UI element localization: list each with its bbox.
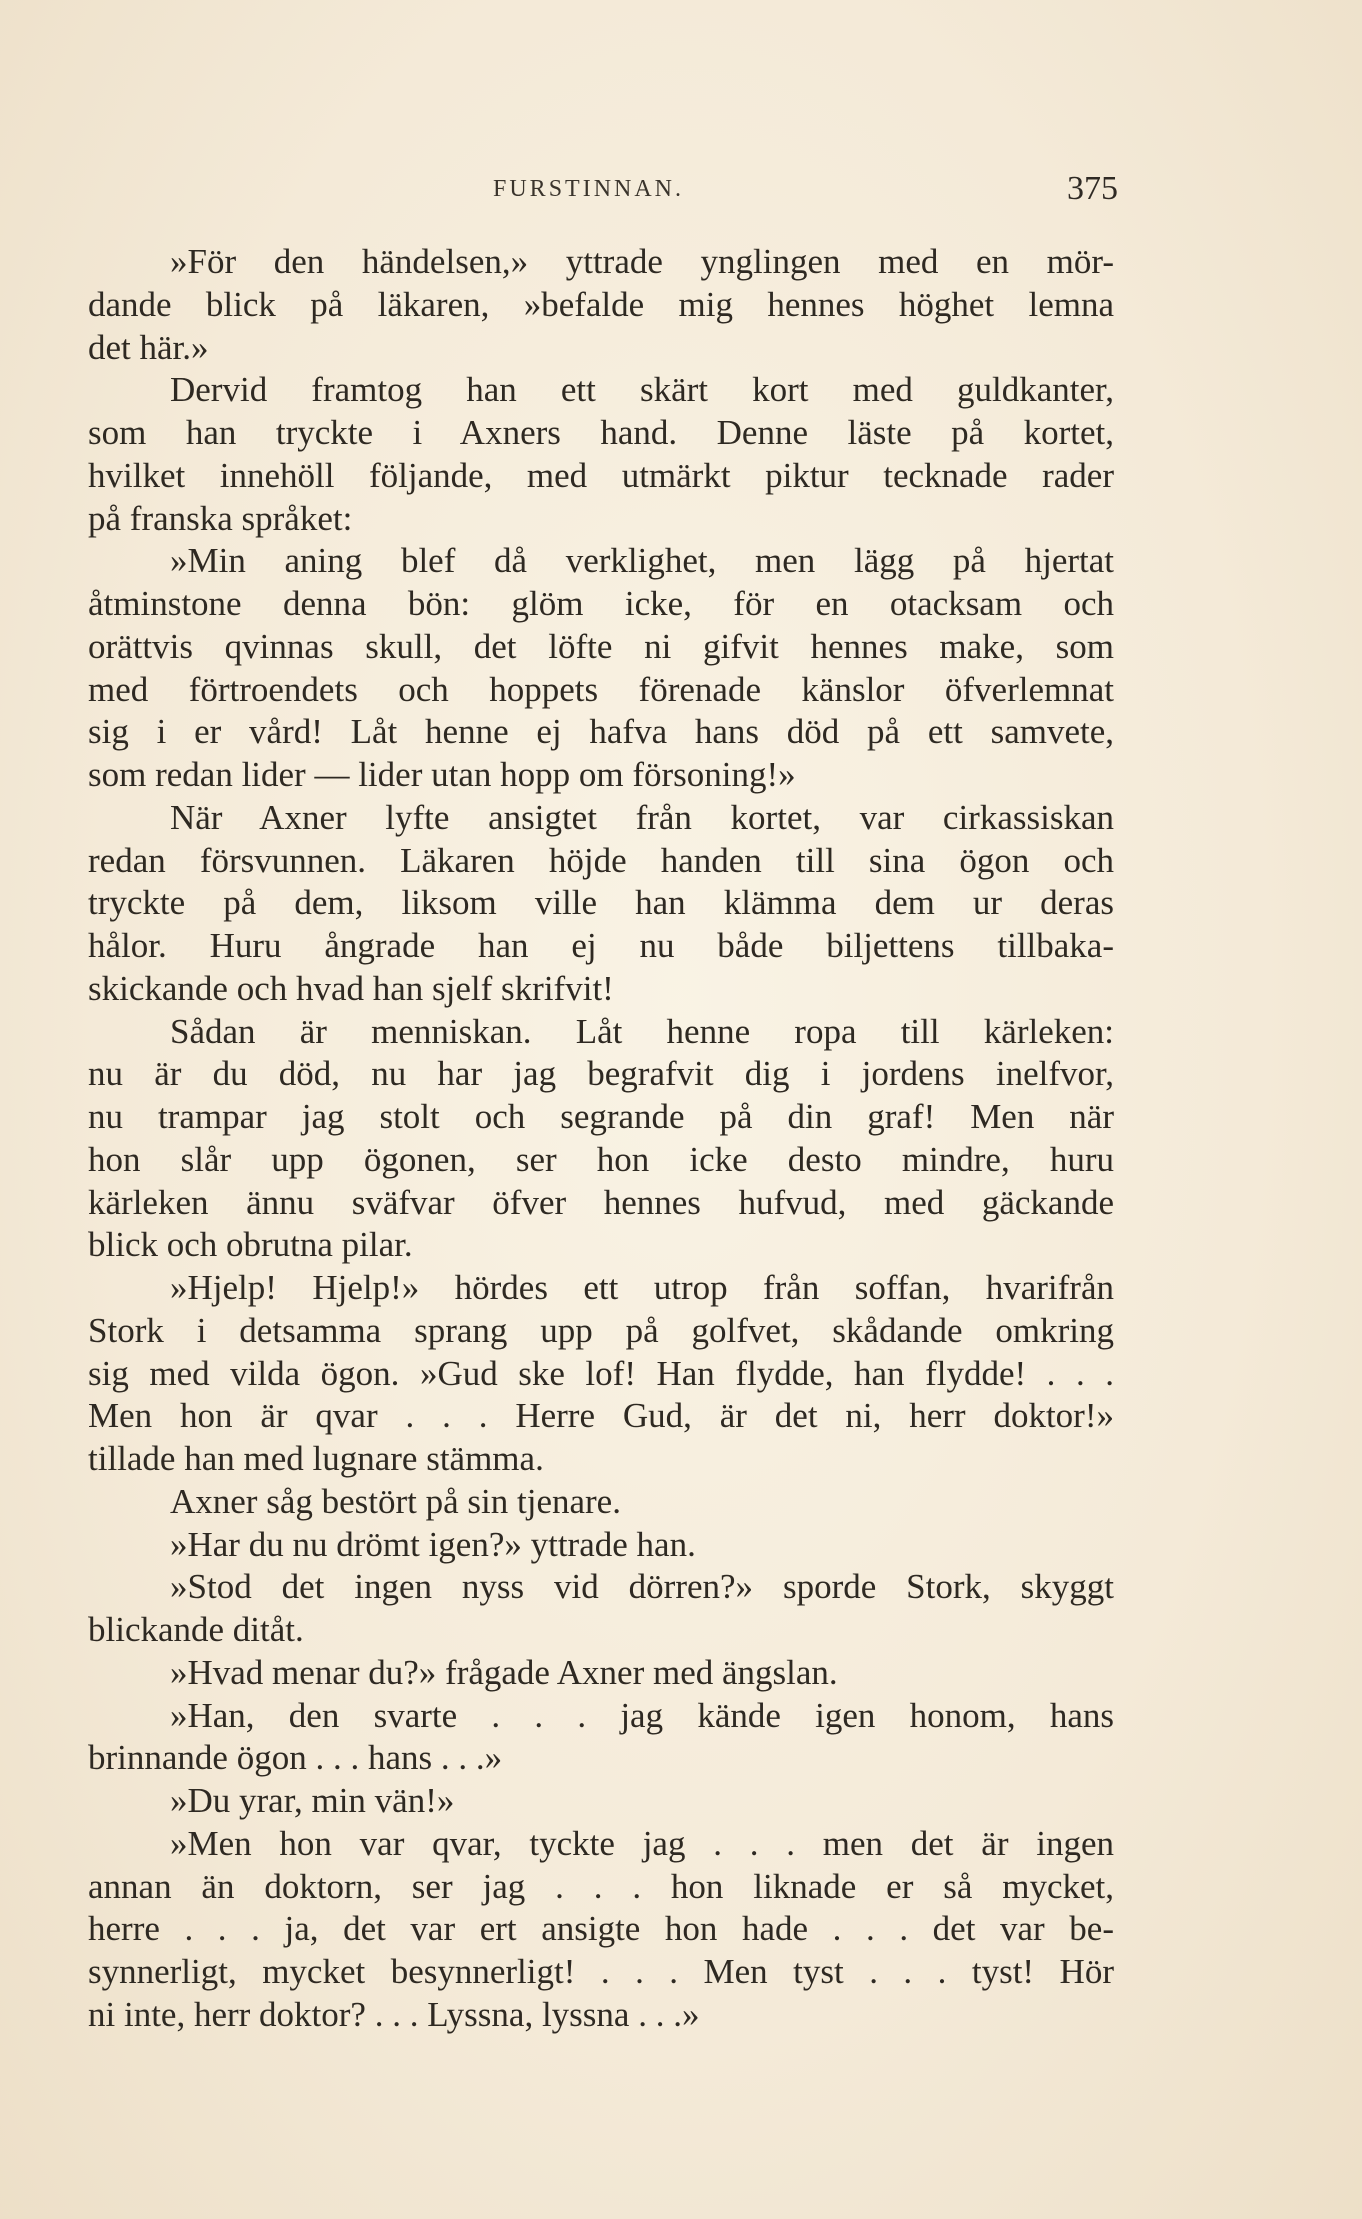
text-line: Axner såg bestört på sin tjenare.: [170, 1481, 621, 1521]
text-line: tryckte på dem, liksom ville han klämma dem ur deras: [88, 883, 1114, 923]
running-title: FURSTINNAN.: [493, 176, 685, 202]
text-line: herre . . . ja, det var ert ansigte hon hade . . . det var be-: [88, 1909, 1114, 1949]
text-line: »För den händelsen,» yttrade ynglingen med en mör-: [170, 242, 1114, 281]
text-line: nu trampar jag stolt och segrande på din graf! Men när: [88, 1097, 1114, 1136]
text-line: på franska språket:: [88, 498, 353, 538]
text-line: kärleken ännu sväfvar öfver hennes hufvud, med gäckande: [88, 1182, 1114, 1222]
text-line: blickande ditåt.: [88, 1610, 304, 1649]
text-line: Men hon är qvar . . . Herre Gud, är det ni, herr doktor!»: [88, 1396, 1114, 1436]
text-line: När Axner lyfte ansigtet från kortet, var cirkassiskan: [170, 797, 1114, 837]
text-line: brinnande ögon . . . hans . . .»: [88, 1738, 503, 1778]
text-line: »Han, den svarte . . . jag kände igen honom, hans: [170, 1695, 1114, 1735]
page-number: 375: [1067, 170, 1118, 207]
text-line: dande blick på läkaren, »befalde mig hennes höghet lemna: [88, 284, 1114, 324]
text-line: orättvis qvinnas skull, det löfte ni gifvit hennes make, som: [88, 626, 1114, 666]
body-text: [88, 241, 1114, 2037]
running-head: [88, 170, 1118, 210]
text-line: nu är du död, nu har jag begrafvit dig i jordens inelfvor,: [88, 1054, 1114, 1094]
text-line: som han tryckte i Axners hand. Denne läste på kortet,: [88, 413, 1114, 452]
text-line: sig i er vård! Låt henne ej hafva hans död på ett samvete,: [88, 712, 1114, 752]
text-line: hon slår upp ögonen, ser hon icke desto mindre, huru: [88, 1139, 1114, 1179]
text-line: annan än doktorn, ser jag . . . hon liknade er så mycket,: [88, 1866, 1114, 1906]
text-line: som redan lider — lider utan hopp om försoning!»: [88, 755, 796, 794]
text-line: »Du yrar, min vän!»: [170, 1781, 455, 1820]
text-line: det här.»: [88, 327, 209, 367]
text-line: »Stod det ingen nyss vid dörren?» sporde Stork, skyggt: [170, 1567, 1114, 1607]
text-line: sig med vilda ögon. »Gud ske lof! Han flydde, han flydde! . . .: [88, 1353, 1114, 1393]
text-line: »Min aning blef då verklighet, men lägg på hjertat: [170, 541, 1114, 581]
text-line: hvilket innehöll följande, med utmärkt piktur tecknade rader: [88, 455, 1114, 495]
text-line: skickande och hvad han sjelf skrifvit!: [88, 968, 614, 1008]
text-line: hålor. Huru ångrade han ej nu både biljettens tillbaka-: [88, 926, 1114, 965]
text-line: »Hvad menar du?» frågade Axner med ängslan.: [170, 1652, 838, 1692]
text-line: synnerligt, mycket besynnerligt! . . . Men tyst . . . tyst! Hör: [88, 1952, 1114, 1991]
text-line: åtminstone denna bön: glöm icke, för en otacksam och: [88, 584, 1114, 623]
text-line: med förtroendets och hoppets förenade känslor öfverlemnat: [88, 669, 1114, 709]
text-line: Sådan är menniskan. Låt henne ropa till kärleken:: [170, 1011, 1114, 1051]
text-line: »Har du nu drömt igen?» yttrade han.: [170, 1524, 696, 1564]
text-line: ni inte, herr doktor? . . . Lyssna, lyssna . . .»: [88, 1994, 700, 2034]
text-line: »Men hon var qvar, tyckte jag . . . men det är ingen: [170, 1823, 1114, 1863]
text-line: Dervid framtog han ett skärt kort med guldkanter,: [170, 370, 1114, 410]
text-line: Stork i detsamma sprang upp på golfvet, skådande omkring: [88, 1310, 1114, 1350]
text-line: »Hjelp! Hjelp!» hördes ett utrop från soffan, hvarifrån: [170, 1268, 1114, 1307]
text-line: blick och obrutna pilar.: [88, 1225, 413, 1265]
text-line: tillade han med lugnare stämma.: [88, 1439, 544, 1478]
text-line: redan försvunnen. Läkaren höjde handen till sina ögon och: [88, 840, 1114, 880]
